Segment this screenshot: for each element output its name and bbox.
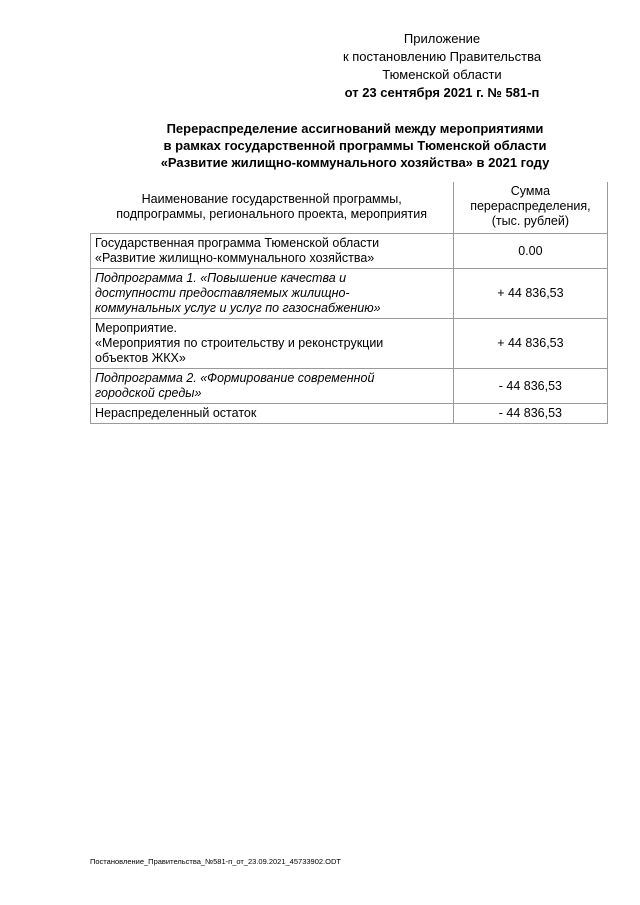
table-header-row	[91, 182, 608, 234]
row-name-line: Подпрограмма 1. «Повышение качества и	[95, 271, 347, 285]
appendix-reference: к постановлению Правительства	[342, 49, 542, 64]
row-name-cell	[91, 404, 454, 424]
header-sum-line-3: (тыс. рублей)	[491, 214, 570, 228]
row-sum-cell: 0.00	[453, 234, 607, 269]
title-line-2: в рамках государственной программы Тюменской области	[163, 138, 547, 153]
row-name-line: Нераспределенный остаток	[95, 406, 257, 420]
appendix-date-number: от 23 сентября 2021 г. № 581-п	[344, 85, 540, 100]
row-sum-cell: + 44 836,53	[453, 319, 607, 369]
footer-filename: Постановление_Правительства_№581-п_от_23.09.2021_45733902.ODT	[90, 857, 341, 866]
table-row	[91, 234, 608, 269]
row-sum-cell: - 44 836,53	[453, 369, 607, 404]
row-name-line: доступности предоставляемых жилищно-	[95, 286, 350, 300]
row-name-line: «Развитие жилищно-коммунального хозяйства»	[95, 251, 375, 265]
row-name-line: объектов ЖКХ»	[95, 351, 186, 365]
table-row	[91, 269, 608, 319]
document-title	[90, 120, 620, 171]
appendix-label: Приложение	[403, 31, 481, 46]
table-row	[91, 319, 608, 369]
row-name-line: городской среды»	[95, 386, 202, 400]
appendix-region: Тюменской области	[382, 67, 502, 82]
row-name-cell	[91, 369, 454, 404]
row-name-line: Мероприятие.	[95, 321, 178, 335]
table-row	[91, 404, 608, 424]
title-line-1: Перераспределение ассигнований между мероприятиями	[166, 121, 544, 136]
row-name-line: «Мероприятия по строительству и реконструкции	[95, 336, 384, 350]
row-sum-cell: - 44 836,53	[453, 404, 607, 424]
row-name-cell	[91, 234, 454, 269]
row-name-line: Подпрограмма 2. «Формирование современной	[95, 371, 375, 385]
appendix-block	[292, 30, 592, 102]
header-name-column	[91, 182, 454, 234]
title-line-3: «Развитие жилищно-коммунального хозяйства» в 2021 году	[160, 155, 550, 170]
row-name-line: Государственная программа Тюменской области	[95, 236, 380, 250]
header-name-line-2: подпрограммы, регионального проекта, мероприятия	[116, 206, 428, 221]
row-sum-cell: + 44 836,53	[453, 269, 607, 319]
table-row	[91, 369, 608, 404]
row-name-cell	[91, 269, 454, 319]
header-sum-line-1: Сумма	[510, 184, 551, 198]
row-name-line: коммунальных услуг и услуг по газоснабжению»	[95, 301, 381, 315]
header-name-line-1: Наименование государственной программы,	[141, 191, 402, 206]
header-sum-line-2: перераспределения,	[470, 199, 591, 213]
header-sum-column	[453, 182, 607, 234]
reallocation-table	[90, 182, 608, 424]
row-name-cell	[91, 319, 454, 369]
